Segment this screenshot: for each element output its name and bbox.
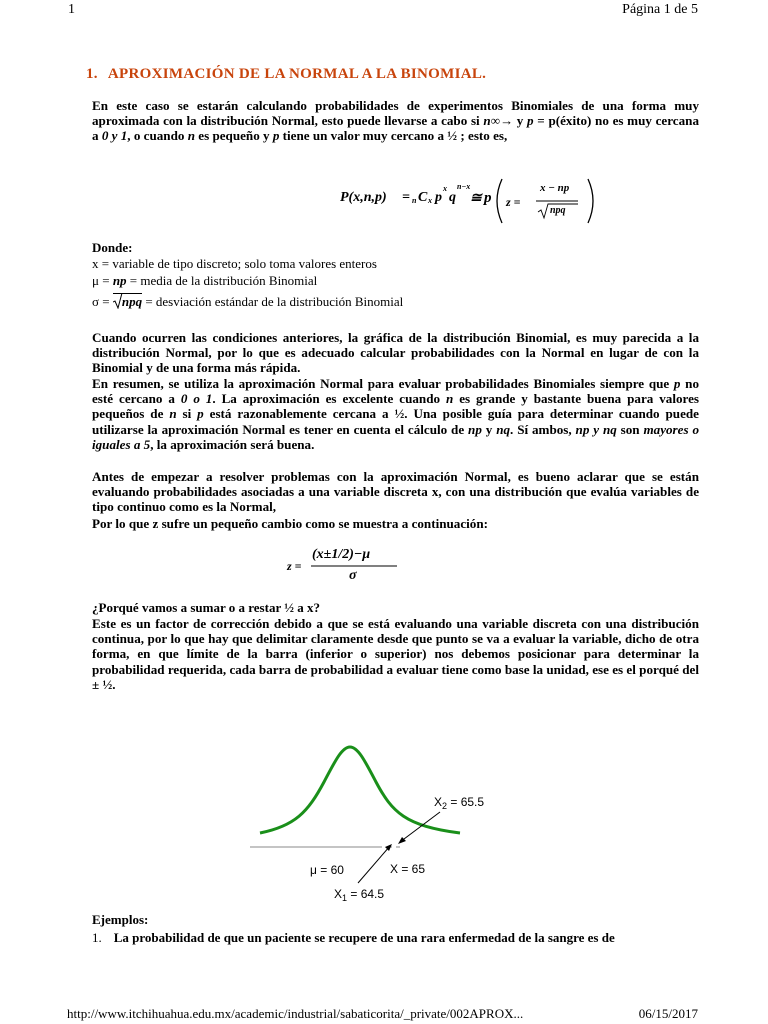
corrected-z-formula: z = (x±1/2)−μ σ (287, 544, 397, 588)
footer-date: 06/15/2017 (638, 1006, 698, 1021)
normal-curve-diagram (240, 740, 485, 910)
def-mu: μ = np = media de la distribución Binomial (92, 273, 318, 288)
section-title (86, 66, 486, 83)
section-number: 1. (86, 66, 98, 82)
correction-explanation: Este es un factor de corrección debido a que se está evaluando una variable discreta con una distribución continua, por lo que hay que delimitar claramente desde que punto se va a evaluar la variable, dicho de otra forma, en que límite de la barra (inferior o superior) nos debemos posicionar para determinar la probabilidad requerida, cada barra de probabilidad a evaluar tiene como base la unidad, ese es el porqué del ± ½. (92, 616, 699, 692)
page-number: 1 (68, 2, 75, 17)
x1-arrow (358, 846, 390, 883)
question-heading: ¿Porqué vamos a sumar o a restar ½ a x? (92, 600, 320, 615)
x-label: X = 65 (390, 862, 426, 876)
x2-label: $X_2 = 65.5$ (434, 795, 485, 811)
paragraph-summary: En resumen, se utiliza la aproximación Normal para evaluar probabilidades Binomiales siempre que p no esté cercano a 0 o 1. La aproximación es excelente cuando n es grande y bastante buena para valores pequeños de n si p está razonablemente cercana a ½. Una posible guía para determinar cuando puede utilizarse la aproximación Normal es tener en cuenta el cálculo de np y nq. Sí ambos, np y nq son mayores o iguales a 5, la aproximación será buena. (92, 376, 700, 452)
page-count: Página 1 de 5 (622, 2, 698, 17)
example-1: 1. La probabilidad de que un paciente se recupere de una rara enfermedad de la sangre es de (92, 930, 615, 945)
paragraph-z-change: Por lo que z sufre un pequeño cambio como se muestra a continuación: (92, 516, 488, 531)
definitions-heading: Donde: (92, 240, 133, 255)
footer-url: http://www.itchihuahua.edu.mx/academic/industrial/sabaticorita/_private/002APROX... (67, 1006, 524, 1021)
section-title-text: APROXIMACIÓN DE LA NORMAL A LA BINOMIAL. (107, 66, 487, 82)
examples-heading: Ejemplos: (92, 912, 149, 927)
def-x: x = variable de tipo discreto; solo toma valores enteros (92, 256, 377, 271)
paragraph-similarity: Cuando ocurren las condiciones anteriores, la gráfica de la distribución Binomial, es muy parecida a la distribución Normal, por lo que es adecuado calcular probabilidades con la Normal en lugar de con la Binomial y de una forma más rápida. (92, 330, 699, 376)
sqrt-npq: npq (113, 293, 142, 310)
def-sigma: σ = npq = desviación estándar de la distribución Binomial (92, 294, 404, 309)
paragraph-correction-intro: Antes de empezar a resolver problemas con la aproximación Normal, es bueno aclarar que se están evaluando probabilidades asociadas a una variable discreta x, con una distribución que evalúa variables de tipo continuo como es la Normal, (92, 469, 699, 515)
intro-paragraph: En este caso se estarán calculando probabilidades de experimentos Binomiales de una forma muy aproximada con la distribución Normal, esto puede llevarse a cabo si n∞→ y p = p(éxito) no es muy cercana a 0 y 1, o cuando n es pequeño y p tiene un valor muy cercano a ½ ; esto es, (92, 98, 699, 144)
mu-label: μ = 60 (310, 863, 344, 877)
x1-label: $X_1 = 64.5$ (334, 887, 385, 903)
